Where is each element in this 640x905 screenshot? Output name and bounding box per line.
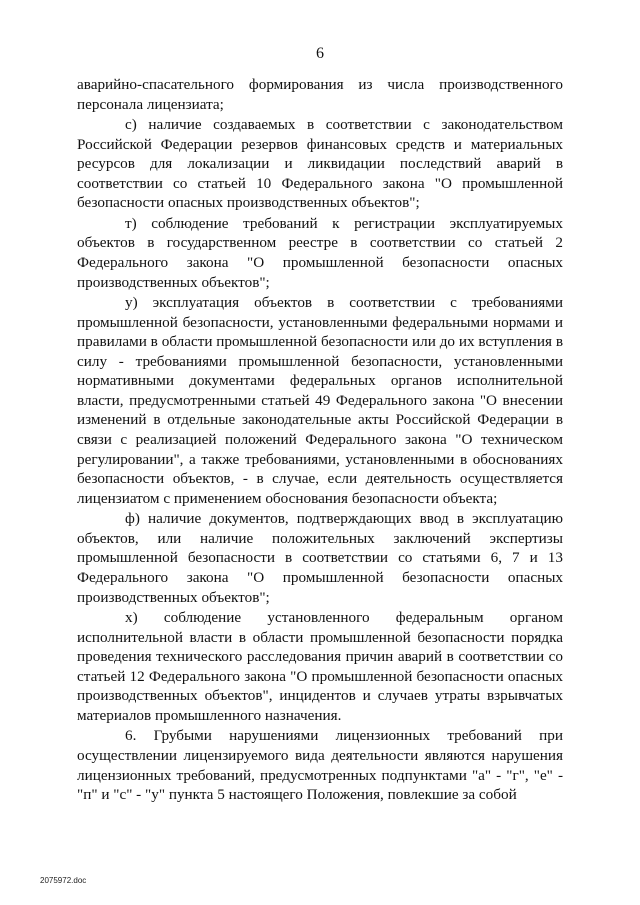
paragraph-item-t: т) соблюдение требований к регистрации эксплуатируемых объектов в государственном реестре в соответствии со статьей 2 Федерального закона "О промышленной безопасности опасных производственных объектов"; bbox=[77, 214, 563, 291]
paragraph-item-s: с) наличие создаваемых в соответствии с законодательством Российской Федерации резервов финансовых средств и материальных ресурсов для локализации и ликвидации последствий аварий в соответствии со статьей 10 Федерального закона "О промышленной безопасности опасных производственных объектов"; bbox=[77, 115, 563, 212]
page-number: 6 bbox=[316, 45, 324, 62]
paragraph-continuation: аварийно-спасательного формирования из числа производственного персонала лицензиата; bbox=[77, 76, 563, 113]
paragraph-item-u: у) эксплуатация объектов в соответствии с требованиями промышленной безопасности, установленными федеральными нормами и правилами в области промышленной безопасности или до их вступления в силу - требованиями промышленной безопасности, установленными нормативными документами федеральных органов исполнительной власти, предусмотренными статьей 49 Федерального закона "О внесении изменений в отдельные законодательные акты Российской Федерации в связи с реализацией положений Федерального закона "О техническом регулировании", а также требованиями, установленными в обоснованиях безопасности объектов, - в случае, если деятельность осуществляется лицензиатом с применением обоснования безопасности объекта; bbox=[77, 293, 563, 507]
paragraph-section-6: 6. Грубыми нарушениями лицензионных требований при осуществлении лицензируемого вида деятельности являются нарушения лицензионных требований, предусмотренных подпунктами "а" - "г", "е" - "п" и "с" - "у" пункта 5 настоящего Положения, повлекшие за собой bbox=[77, 727, 563, 804]
paragraph-item-kh: х) соблюдение установленного федеральным органом исполнительной власти в области промышленной безопасности порядка проведения технического расследования причин аварий в соответствии со статьей 12 Федерального закона "О промышленной безопасности опасных производственных объектов", инцидентов и случаев утраты взрывчатых материалов промышленного назначения. bbox=[77, 609, 563, 724]
document-body bbox=[77, 75, 563, 805]
paragraph-item-f: ф) наличие документов, подтверждающих ввод в эксплуатацию объектов, или наличие положительных заключений экспертизы промышленной безопасности в соответствии со статьями 6, 7 и 13 Федерального закона "О промышленной безопасности опасных производственных объектов"; bbox=[77, 510, 563, 606]
file-name-footer: 2075972.doc bbox=[40, 876, 87, 885]
